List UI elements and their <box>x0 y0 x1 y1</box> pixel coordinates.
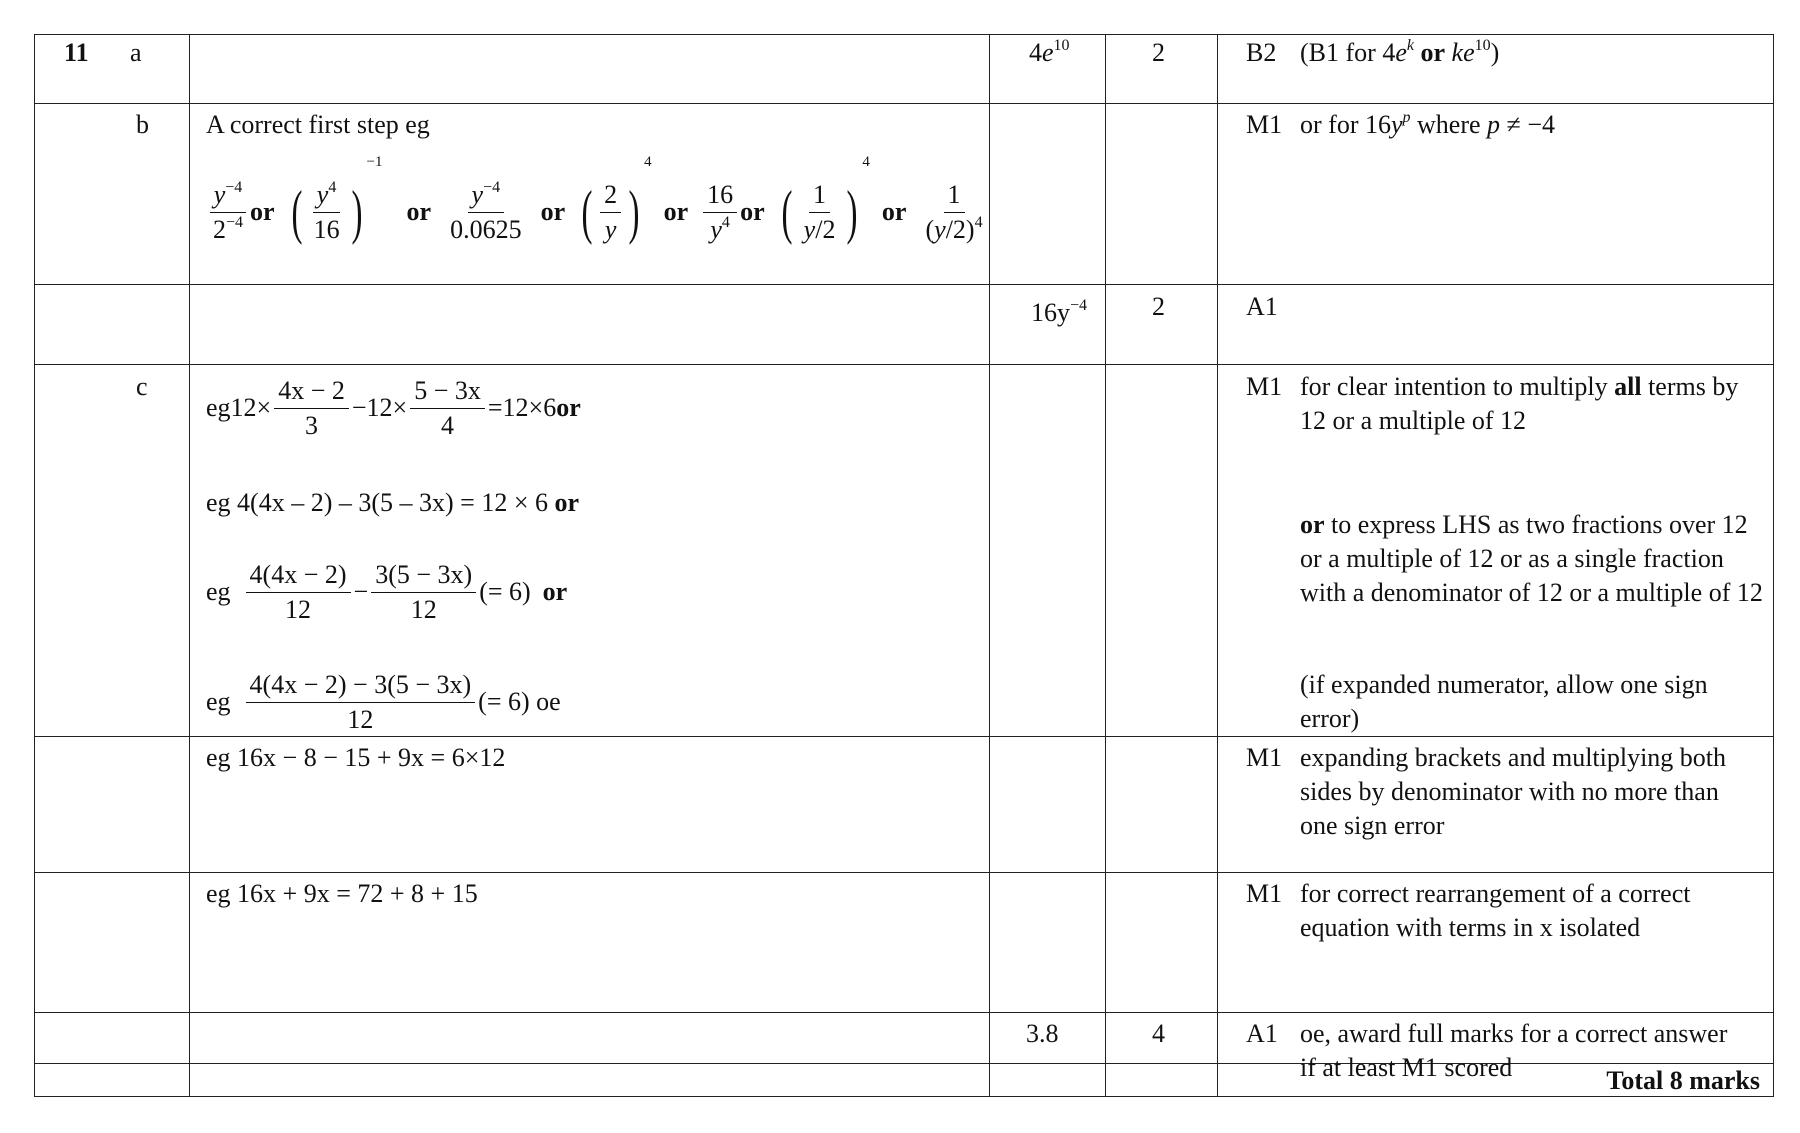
working-line: eg 16x + 9x = 72 + 8 + 15 <box>206 879 478 908</box>
answer-cell: 3.8 <box>1026 1019 1059 1048</box>
mark-code: B2 <box>1246 38 1277 67</box>
working-line: eg 12× $\frac{4x - 2}{3}$ −12× $\frac{5 - 3x}{4}$ =12×6 or <box>206 375 581 440</box>
mark-code: A1 <box>1246 1019 1278 1048</box>
mark-cell: 2 <box>1152 292 1165 321</box>
answer-cell: $16y^{-4}$ <box>1031 297 1088 327</box>
notes-cell: for clear intention to multiply all terms by 12 or a multiple of 12 <box>1300 372 1739 435</box>
mark-scheme-table <box>34 34 1774 1098</box>
question-number: 11 <box>64 38 89 67</box>
notes-cell: or to express LHS as two fractions over 12 or a multiple of 12 or as a single fraction with a denominator of 12 or a multiple of 12 <box>1300 510 1763 607</box>
row-divider <box>34 1012 1774 1013</box>
col-divider <box>34 34 35 1097</box>
part-label: c <box>136 372 148 401</box>
notes-cell: oe, award full marks for a correct answer if at least M1 scored <box>1300 1019 1728 1082</box>
part-label: b <box>136 110 149 139</box>
mark-cell: 2 <box>1152 38 1165 67</box>
mark-code: M1 <box>1246 743 1283 772</box>
mark-code: M1 <box>1246 879 1283 908</box>
col-divider <box>189 34 190 1097</box>
row-divider <box>34 34 1774 35</box>
row-divider <box>34 103 1774 104</box>
notes-cell: expanding brackets and multiplying both sides by denominator with no more than one sign error <box>1300 743 1727 840</box>
notes-cell: (if expanded numerator, allow one sign error) <box>1300 670 1708 733</box>
working-line: eg $\frac{4(4x - 2) - 3(5 - 3x)}{12}$ (= 6) oe <box>206 669 561 734</box>
answer-cell: $4e^{10}$ <box>1029 37 1070 67</box>
working-text: A correct first step eg <box>206 110 430 139</box>
working-expression: $\frac{y^{-4}}{2^{-4}}$ or ( $\frac{y^4}{16}$ ) −1 or $\frac{y^{-4}}{0.0625}$ or ( $\frac{2}{y}$ ) 4 or $\frac{16}{y^4}$ or ( $\frac{1}{y/2}$ ) 4 or $\frac{1}{(y/2)^4}$ <box>206 152 990 272</box>
total-marks: Total 8 marks <box>1606 1066 1760 1095</box>
col-divider <box>1105 34 1106 1097</box>
part-label: a <box>130 38 142 67</box>
row-divider <box>34 1096 1774 1097</box>
working-line: eg 4(4x – 2) – 3(5 – 3x) = 12 × 6 or <box>206 488 580 517</box>
notes-cell: (B1 for $4e^k$ or $ke^{10}$) <box>1300 37 1500 67</box>
row-divider <box>34 872 1774 873</box>
mark-code: M1 <box>1246 372 1283 401</box>
mark-cell: 4 <box>1152 1019 1165 1048</box>
mark-code: M1 <box>1246 110 1283 139</box>
mark-code: A1 <box>1246 292 1278 321</box>
notes-cell: for correct rearrangement of a correct equation with terms in x isolated <box>1300 879 1691 942</box>
col-divider <box>1217 34 1218 1097</box>
row-divider <box>34 364 1774 365</box>
row-divider <box>34 284 1774 285</box>
notes-cell: or for $16y^p$ where p ≠ −4 <box>1300 109 1555 139</box>
working-line: eg 16x − 8 − 15 + 9x = 6×12 <box>206 743 506 772</box>
working-line: eg $\frac{4(4x - 2)}{12}$ − $\frac{3(5 - 3x)}{12}$ (= 6) or <box>206 559 568 624</box>
col-divider <box>1773 34 1774 1097</box>
